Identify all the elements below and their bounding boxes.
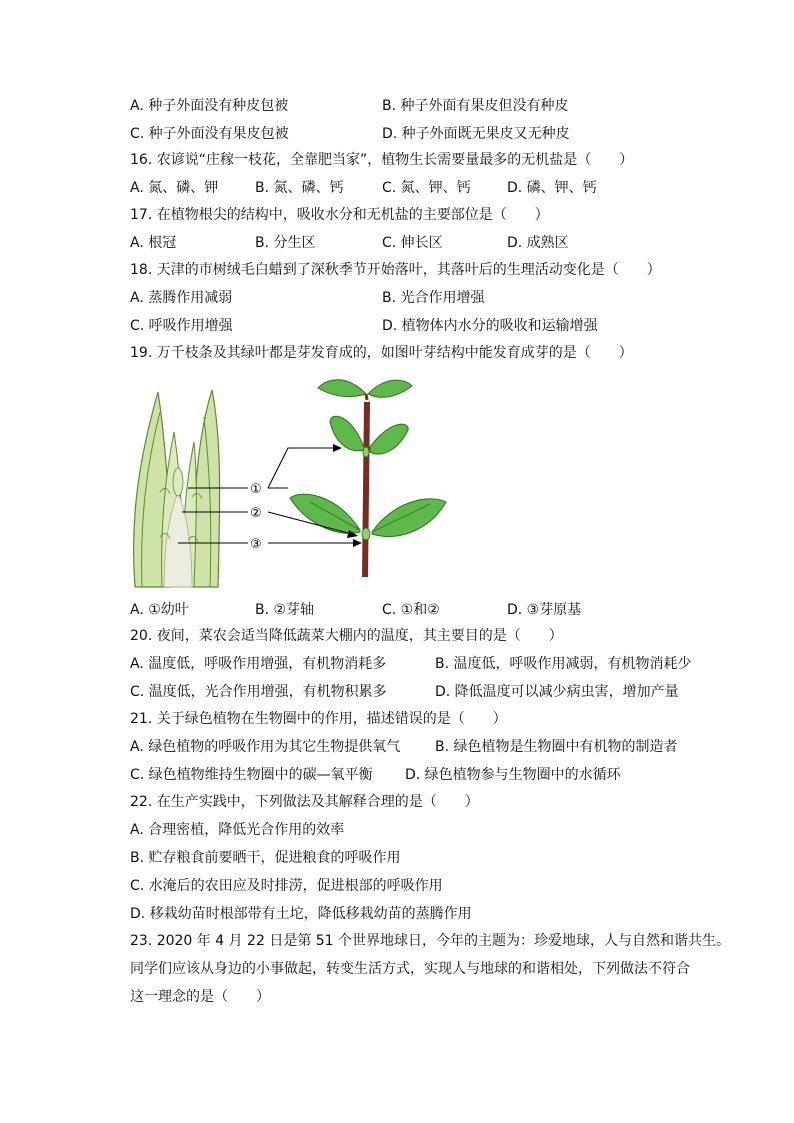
q21-option-d[interactable]: D. 绿色植物参与生物圈中的水循环	[405, 767, 621, 783]
branch-drawing	[290, 380, 446, 577]
q18-option-b[interactable]: B. 光合作用增强	[382, 290, 485, 306]
label-1: ①	[250, 482, 262, 497]
q21-option-b[interactable]: B. 绿色植物是生物圈中有机物的制造者	[435, 739, 678, 755]
q18-option-c[interactable]: C. 呼吸作用增强	[130, 318, 233, 334]
q21-option-a[interactable]: A. 绿色植物的呼吸作用为其它生物提供氧气	[130, 739, 401, 755]
q22-option-c[interactable]: C. 水淹后的农田应及时排涝，促进根部的呼吸作用	[130, 878, 443, 894]
q17-option-a[interactable]: A. 根冠	[130, 235, 177, 251]
q22-stem: 22. 在生产实践中，下列做法及其解释合理的是（ ）	[130, 794, 479, 810]
q20-option-c[interactable]: C. 温度低，光合作用增强，有机物积累多	[130, 684, 387, 700]
q20-option-b[interactable]: B. 温度低，呼吸作用减弱，有机物消耗少	[435, 656, 692, 672]
leaf-bud-diagram	[130, 372, 460, 592]
leaf-bud-figure	[130, 372, 460, 592]
q23-stem-line2: 同学们应该从身边的小事做起，转变生活方式，实现人与地球的和谐相处，下列做法不符合	[130, 961, 690, 977]
q22-option-a[interactable]: A. 合理密植，降低光合作用的效率	[130, 822, 345, 838]
q18-stem: 18. 天津的市树绒毛白蜡到了深秋季节开始落叶，其落叶后的生理活动变化是（ ）	[130, 262, 661, 278]
q20-stem: 20. 夜间，菜农会适当降低蔬菜大棚内的温度，其主要目的是（ ）	[130, 628, 563, 644]
q16-option-b[interactable]: B. 氮、磷、钙	[255, 180, 344, 196]
q21-stem: 21. 关于绿色植物在生物圈中的作用，描述错误的是（ ）	[130, 711, 507, 727]
q20-option-d[interactable]: D. 降低温度可以减少病虫害，增加产量	[435, 684, 679, 700]
label-3: ③	[250, 537, 262, 552]
q15-option-c[interactable]: C. 种子外面没有果皮包被	[130, 126, 289, 142]
q17-option-b[interactable]: B. 分生区	[255, 235, 316, 251]
q23-stem-line1: 23. 2020 年 4 月 22 日是第 51 个世界地球日，今年的主题为：珍爱地球，人与自然和谐共生。	[130, 933, 731, 949]
q17-stem: 17. 在植物根尖的结构中，吸收水分和无机盐的主要部位是（ ）	[130, 207, 549, 223]
q15-option-a[interactable]: A. 种子外面没有种皮包被	[130, 98, 289, 114]
q20-option-a[interactable]: A. 温度低，呼吸作用增强，有机物消耗多	[130, 656, 387, 672]
q16-option-a[interactable]: A. 氮、磷、钾	[130, 180, 219, 196]
q19-option-d[interactable]: D. ③芽原基	[507, 602, 582, 618]
q16-option-d[interactable]: D. 磷、钾、钙	[507, 180, 597, 196]
q19-option-a[interactable]: A. ①幼叶	[130, 602, 189, 618]
q16-stem: 16. 农谚说“庄稼一枝花，全靠肥当家”，植物生长需要量最多的无机盐是（ ）	[130, 152, 634, 168]
q22-option-d[interactable]: D. 移栽幼苗时根部带有土坨，降低移栽幼苗的蒸腾作用	[130, 906, 472, 922]
q21-option-c[interactable]: C. 绿色植物维持生物圈中的碳—氧平衡	[130, 767, 373, 783]
q18-option-a[interactable]: A. 蒸腾作用减弱	[130, 290, 233, 306]
q15-option-d[interactable]: D. 种子外面既无果皮又无种皮	[382, 126, 570, 142]
q18-option-d[interactable]: D. 植物体内水分的吸收和运输增强	[382, 318, 598, 334]
q19-stem: 19. 万千枝条及其绿叶都是芽发育成的，如图叶芽结构中能发育成芽的是（ ）	[130, 345, 633, 361]
q19-option-b[interactable]: B. ②芽轴	[255, 602, 315, 618]
q16-option-c[interactable]: C. 氮、钾、钙	[382, 180, 471, 196]
label-2: ②	[250, 506, 262, 521]
q22-option-b[interactable]: B. 贮存粮食前要晒干，促进粮食的呼吸作用	[130, 850, 401, 866]
q15-option-b[interactable]: B. 种子外面有果皮但没有种皮	[382, 98, 569, 114]
q23-stem-line3: 这一理念的是（ ）	[130, 989, 270, 1005]
q17-option-c[interactable]: C. 伸长区	[382, 235, 443, 251]
q17-option-d[interactable]: D. 成熟区	[507, 235, 569, 251]
q19-option-c[interactable]: C. ①和②	[382, 602, 440, 618]
